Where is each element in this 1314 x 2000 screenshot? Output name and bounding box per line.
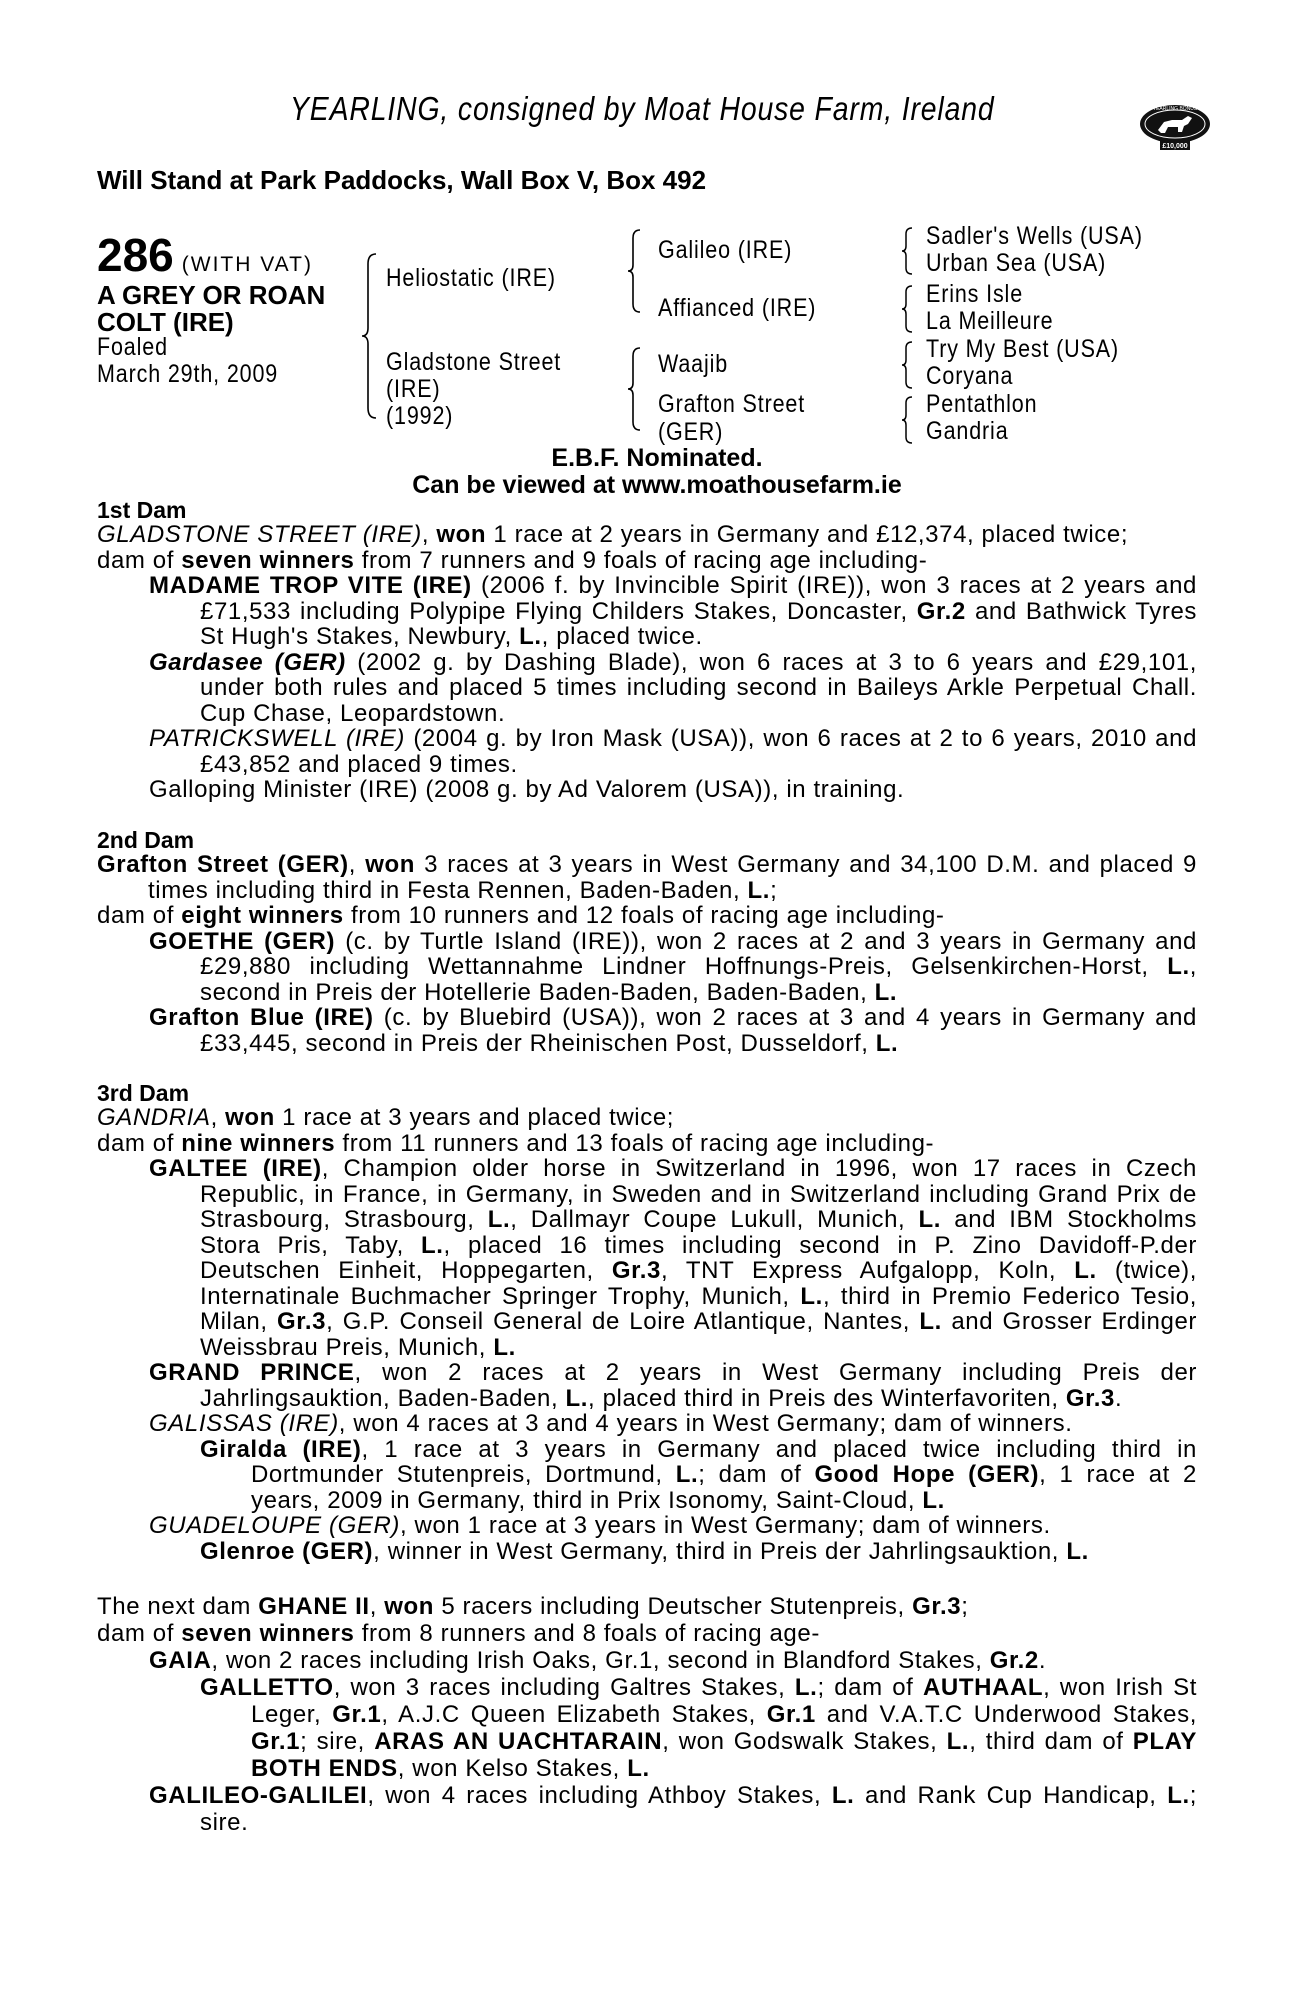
dam1-won: won xyxy=(436,521,487,548)
produce-text: ; sire. xyxy=(200,1782,1197,1836)
foaled-label: Foaled xyxy=(97,333,168,361)
next-dam-dam-of: dam of xyxy=(97,1620,182,1647)
produce-guadeloupe: GUADELOUPE (GER) xyxy=(149,1512,400,1539)
produce-galileo-galilei: GALILEO-GALILEI xyxy=(149,1782,368,1809)
logo-amount: £10,000 xyxy=(1162,143,1188,150)
produce-text: , won Godswalk Stakes, xyxy=(662,1728,947,1755)
lot-description-1: A GREY OR ROAN xyxy=(97,280,326,310)
produce-galtee: GALTEE (IRE) xyxy=(149,1155,322,1182)
listed-label: L. xyxy=(874,978,898,1006)
listed-label: L. xyxy=(1066,1537,1089,1565)
dam2-block: Grafton Street (GER), won 3 races at 3 years in West Germany and 34,100 D.M. and placed 9 times including third in Festa Rennen, Baden-Baden, L.; dam of eight winners from 10 runners and 12 foals of racing age including- GOETHE (GER) (c. by Turtle Island (IRE)), won 2 races at 2 and 3 years in Germany and £29,880 including Wettannahme Lindner Hoffnungs-Preis, Gelsenkirchen-Horst, L., second in Preis der Hotellerie Baden-Baden, Baden-Baden, L. Grafton Blue (IRE) (c. by Bluebird (USA)), won 2 races at 3 and 4 years in Germany and £33,445, second in Preis der Rheinischen Post, Dusseldorf, L. xyxy=(97,851,1197,1057)
produce-goethe: GOETHE (GER) xyxy=(149,927,336,955)
yearling-bonus-logo-icon xyxy=(1138,98,1212,152)
produce-text: , won 3 races including Galtres Stakes, xyxy=(333,1674,795,1701)
dam1-heading: 1st Dam xyxy=(97,497,187,523)
listed-label: L. xyxy=(800,1282,823,1310)
produce-text: and Rank Cup Handicap, xyxy=(854,1782,1168,1809)
produce-text: . xyxy=(1038,1647,1047,1674)
pedigree-sire-sire: Galileo (IRE) xyxy=(658,236,793,264)
listed-label: L. xyxy=(794,1674,818,1701)
produce-text: , third dam of xyxy=(969,1728,1133,1755)
listed-label: L. xyxy=(421,1231,444,1259)
produce-text: and V.A.T.C Underwood Stakes, xyxy=(815,1701,1197,1728)
produce-grand-prince: GRAND PRINCE xyxy=(149,1359,355,1386)
dam3-block: GANDRIA, won 1 race at 3 years and placed twice; dam of nine winners from 11 runners and 13 foals of racing age including- GALTEE (IRE), Champion older horse in Switzerland in 1996, won 17 races in Czech Republic, in France, in Germany, in Sweden and in Switzerland including Grand Prix de Strasbourg, Strasbourg, L., Dallmayr Coupe Lukull, Munich, L. and IBM Stockholms Stora Pris, Taby, L., placed 16 times including second in P. Zino Davidoff-P.der Deutschen Einheit, Hoppegarten, Gr.3, TNT Express Aufgalopp, Koln, L. (twice), Internatinale Buchmacher Springer Trophy, Munich, L., third in Premio Federico Tesio, Milan, Gr.3, G.P. Conseil General de Loire Atlantique, Nantes, L. and Grosser Erdinger Weissbrau Preis, Munich, L. GRAND PRINCE, won 2 races at 2 years in West Germany including Preis der Jahrlingsauktion, Baden-Baden, L., placed third in Preis des Winterfavoriten, Gr.3. GALISSAS (IRE), won 4 races at 3 and 4 years in West Germany; dam of winners. Giralda (IRE), 1 race at 3 years in Germany and placed twice including third in Dortmunder Stutenpreis, Dortmund, L.; dam of Good Hope (GER), 1 race at 2 years, 2009 in Germany, third in Prix Isonomy, Saint-Cloud, L. GUADELOUPE (GER), won 1 race at 3 years in West Germany; dam of winners. Glenroe (GER), winner in West Germany, third in Preis der Jahrlingsauktion, L. xyxy=(97,1104,1198,1565)
next-dam-runners: from 8 runners and 8 foals of racing age- xyxy=(354,1620,820,1647)
produce-text: , TNT Express Aufgalopp, Koln, xyxy=(660,1257,1075,1284)
dam3-heading: 3rd Dam xyxy=(97,1080,190,1106)
dam2-runners: from 10 runners and 12 foals of racing age including- xyxy=(343,902,945,929)
grade-label: Gr.3 xyxy=(611,1257,661,1284)
pedigree-sss: Sadler's Wells (USA) xyxy=(926,222,1143,250)
pedigree-dds: Pentathlon xyxy=(926,390,1038,418)
pedigree-brace-dam xyxy=(626,346,644,432)
separator: , xyxy=(369,1593,385,1620)
produce-text: ; sire, xyxy=(300,1728,375,1755)
pedigree-brace-main xyxy=(360,252,380,420)
produce-galletto: GALLETTO xyxy=(200,1674,334,1701)
grade-label: Gr.1 xyxy=(766,1701,816,1728)
produce-text: , won Kelso Stakes, xyxy=(397,1755,628,1782)
produce-text: , won 2 races at 2 years in West Germany including Preis der Jahrlingsauktion, Baden-Baden, xyxy=(200,1359,1197,1412)
produce-text: . xyxy=(1115,1384,1123,1412)
dam1-dam-of: dam of xyxy=(97,546,182,574)
produce-text: , 1 race at 3 years in Germany and placed twice including third in Dortmunder Stutenpreis, Dortmund, xyxy=(251,1435,1197,1488)
produce-text: ; dam of xyxy=(817,1674,923,1701)
produce-gardasee: Gardasee (GER) xyxy=(149,648,346,676)
produce-good-hope: Good Hope (GER) xyxy=(814,1461,1040,1488)
dam2-winners: eight winners xyxy=(181,902,344,929)
grade-label: Gr.3 xyxy=(277,1308,327,1335)
next-dam-record: 5 racers including Deutscher Stutenpreis, xyxy=(434,1593,913,1620)
next-dam-won: won xyxy=(384,1593,435,1620)
pedigree-ssd: Urban Sea (USA) xyxy=(926,249,1107,277)
produce-text: (2006 f. by Invincible Spirit (IRE)), won 3 races at 2 years and £71,533 including Polypipe Flying Childers Stakes, Doncaster, xyxy=(200,572,1198,625)
listed-label: L. xyxy=(919,1308,942,1335)
produce-text: , won 4 races at 3 and 4 years in West Germany; dam of winners. xyxy=(338,1410,1073,1437)
dam3-name: GANDRIA xyxy=(97,1104,211,1131)
pedigree-dam-1: Gladstone Street xyxy=(386,348,562,376)
listed-label: L. xyxy=(675,1461,699,1488)
dam2-name: Grafton Street (GER) xyxy=(97,851,349,878)
produce-galloping-minister: Galloping Minister (IRE) (2008 g. by Ad Valorem (USA)), in training. xyxy=(149,776,905,803)
produce-text: , Champion older horse in Switzerland in 1996, won 17 races in Czech Republic, in France, in Germany, in Sweden and in Switzerland including Grand Prix de Strasbourg, Strasbourg, xyxy=(200,1155,1197,1233)
pedigree-sdd: La Meilleure xyxy=(926,307,1054,335)
pedigree-brace-ds xyxy=(900,340,916,390)
dam3-record: 1 race at 3 years and placed twice; xyxy=(274,1104,675,1131)
lot-number: 286 xyxy=(97,229,174,281)
produce-text: and Bathwick Tyres St Hugh's Stakes, Newbury, xyxy=(200,597,1197,650)
listed-label: L. xyxy=(487,1206,511,1233)
produce-glenroe: Glenroe (GER) xyxy=(200,1537,374,1565)
pedigree-brace-sd xyxy=(900,284,916,334)
stand-location: Will Stand at Park Paddocks, Wall Box V, Box 492 xyxy=(97,165,707,195)
dam2-won: won xyxy=(365,851,415,878)
next-dam-name: GHANE II xyxy=(258,1593,370,1620)
produce-galissas: GALISSAS (IRE) xyxy=(149,1410,339,1437)
dam1-winners: seven winners xyxy=(181,546,355,574)
dam3-winners: nine winners xyxy=(181,1129,336,1157)
produce-text: (c. by Bluebird (USA)), won 2 races at 3 and 4 years in Germany and £33,445, second in Preis der Rheinischen Post, Dusseldorf, xyxy=(200,1004,1197,1057)
produce-text: , placed 16 times including second in P. Zino Davidoff-P.der Deutschen Einheit, Hoppegarten, xyxy=(200,1231,1197,1284)
produce-aras-an-uachtarain: ARAS AN UACHTARAIN xyxy=(374,1728,663,1755)
dam3-runners: from 11 runners and 13 foals of racing age including- xyxy=(335,1129,935,1157)
dam2-dam-of: dam of xyxy=(97,902,182,929)
produce-text: (2002 g. by Dashing Blade), won 6 races at 3 to 6 years and £29,101, under both rules and placed 5 times including second in Baileys Arkle Perpetual Chall. Cup Chase, Leopardstown. xyxy=(200,648,1197,727)
produce-authaal: AUTHAAL xyxy=(922,1674,1044,1701)
listed-label: L. xyxy=(831,1782,855,1809)
listed-label: L. xyxy=(1167,1782,1190,1809)
lot-number-line xyxy=(97,228,313,282)
viewing-note: Can be viewed at www.moathousefarm.ie xyxy=(412,471,902,499)
listed-label: L. xyxy=(519,623,542,650)
next-dam-block xyxy=(97,1593,1197,1836)
pedigree-sds: Erins Isle xyxy=(926,280,1024,308)
produce-text: ; dam of xyxy=(698,1461,815,1488)
grade-label: Gr.3 xyxy=(1065,1384,1116,1412)
dam3-won: won xyxy=(225,1104,275,1131)
dam3-dam-of: dam of xyxy=(97,1129,182,1157)
produce-gaia: GAIA xyxy=(149,1647,212,1674)
pedigree-dss: Try My Best (USA) xyxy=(926,335,1120,363)
next-dam-intro: The next dam xyxy=(97,1593,259,1620)
lot-description-2: COLT (IRE) xyxy=(97,307,234,337)
pedigree-brace-ss xyxy=(900,226,916,276)
produce-text: , second in Preis der Hotellerie Baden-Baden, Baden-Baden, xyxy=(200,953,1197,1006)
produce-text: , won 1 race at 3 years in West Germany; dam of winners. xyxy=(399,1512,1051,1539)
produce-text: , G.P. Conseil General de Loire Atlantique, Nantes, xyxy=(326,1308,920,1335)
next-dam-winners: seven winners xyxy=(181,1620,355,1647)
grade-label: Gr.3 xyxy=(912,1593,962,1620)
produce-text: and Grosser Erdinger Weissbrau Preis, Munich, xyxy=(200,1308,1197,1361)
produce-text: , won 2 races including Irish Oaks, Gr.1, second in Blandford Stakes, xyxy=(211,1647,990,1674)
listed-label: L. xyxy=(493,1333,516,1361)
pedigree-dam-2: (IRE) xyxy=(386,375,441,403)
produce-text: , Dallmayr Coupe Lukull, Munich, xyxy=(510,1206,919,1233)
produce-text: , won 4 races including Athboy Stakes, xyxy=(367,1782,832,1809)
dam1-record: 1 race at 2 years in Germany and £12,374, placed twice; xyxy=(486,521,1129,548)
pedigree-dam-dam-2: (GER) xyxy=(658,418,724,446)
grade-label: Gr.2 xyxy=(916,597,966,625)
dam1-name: GLADSTONE STREET (IRE) xyxy=(97,521,422,548)
listed-label: L. xyxy=(1074,1257,1097,1284)
pedigree-dam-3: (1992) xyxy=(386,402,454,430)
produce-madame-trop-vite: MADAME TROP VITE (IRE) xyxy=(149,572,472,599)
produce-text: (2004 g. by Iron Mask (USA)), won 6 races at 2 to 6 years, 2010 and £43,852 and placed 9 times. xyxy=(200,725,1198,778)
dam2-record: 3 races at 3 years in West Germany and 34,100 D.M. and placed 9 times including third in Festa Rennen, Baden-Baden, xyxy=(148,851,1197,904)
dam1-block: GLADSTONE STREET (IRE), won 1 race at 2 years in Germany and £12,374, placed twice; dam of seven winners from 7 runners and 9 foals of racing age including- MADAME TROP VITE (IRE) (2006 f. by Invincible Spirit (IRE)), won 3 races at 2 years and £71,533 including Polypipe Flying Childers Stakes, Doncaster, Gr.2 and Bathwick Tyres St Hugh's Stakes, Newbury, L., placed twice. Gardasee (GER) (2002 g. by Dashing Blade), won 6 races at 3 to 6 years and £29,101, under both rules and placed 5 times including second in Baileys Arkle Perpetual Chall. Cup Chase, Leopardstown. PATRICKSWELL (IRE) (2004 g. by Iron Mask (USA)), won 6 races at 2 to 6 years, 2010 and £43,852 and placed 9 times. Galloping Minister (IRE) (2008 g. by Ad Valorem (USA)), in training. xyxy=(97,521,1198,803)
page-header: YEARLING, consigned by Moat House Farm, Ireland xyxy=(290,90,995,127)
produce-text: , winner in West Germany, third in Preis der Jahrlingsauktion, xyxy=(373,1537,1067,1565)
vat-note: (WITH VAT) xyxy=(181,253,313,276)
produce-patrickswell: PATRICKSWELL (IRE) xyxy=(149,725,405,752)
listed-label: L. xyxy=(627,1755,650,1782)
pedigree-dam-sire: Waajib xyxy=(658,350,729,378)
next-dam-record: ; xyxy=(961,1593,969,1620)
produce-text: , placed third in Preis des Winterfavoriten, xyxy=(588,1384,1066,1412)
produce-giralda: Giralda (IRE) xyxy=(200,1435,362,1463)
grade-label: Gr.1 xyxy=(332,1701,382,1728)
listed-label: L. xyxy=(918,1206,942,1233)
produce-text: (twice), Internatinale Buchmacher Springer Trophy, Munich, xyxy=(200,1257,1198,1310)
produce-grafton-blue: Grafton Blue (IRE) xyxy=(149,1004,374,1031)
listed-label: L. xyxy=(747,876,771,904)
listed-label: L. xyxy=(875,1029,899,1057)
produce-text: , A.J.C Queen Elizabeth Stakes, xyxy=(381,1701,767,1728)
pedigree-brace-dd xyxy=(900,395,916,445)
dam2-record: ; xyxy=(770,876,778,904)
produce-text: , 1 race at 2 years, 2009 in Germany, third in Prix Isonomy, Saint-Cloud, xyxy=(251,1461,1197,1514)
produce-text: and IBM Stockholms Stora Pris, Taby, xyxy=(200,1206,1197,1259)
listed-label: L. xyxy=(565,1384,589,1412)
pedigree-sire: Heliostatic (IRE) xyxy=(386,264,556,292)
produce-play-both-ends: PLAY BOTH ENDS xyxy=(251,1728,1197,1782)
listed-label: L. xyxy=(922,1486,945,1514)
produce-text: (c. by Turtle Island (IRE)), won 2 races at 2 and 3 years in Germany and £29,880 including Wettannahme Lindner Hoffnungs-Preis, Gelsenkirchen-Horst, xyxy=(200,927,1197,980)
grade-label: Gr.1 xyxy=(251,1728,301,1755)
listed-label: L. xyxy=(1167,953,1190,980)
pedigree-ddd: Gandria xyxy=(926,417,1009,445)
dam1-runners: from 7 runners and 9 foals of racing age including- xyxy=(354,546,928,574)
logo-text: YEARLING BONUS xyxy=(1152,106,1198,112)
pedigree-sire-dam: Affianced (IRE) xyxy=(658,294,817,322)
produce-text: , won Irish St Leger, xyxy=(251,1674,1197,1728)
produce-text: , third in Premio Federico Tesio, Milan, xyxy=(200,1282,1197,1335)
dam2-heading: 2nd Dam xyxy=(97,827,195,853)
pedigree-dsd: Coryana xyxy=(926,362,1014,390)
produce-text: , placed twice. xyxy=(541,623,703,650)
listed-label: L. xyxy=(946,1728,970,1755)
pedigree-brace-sire xyxy=(626,228,644,314)
foaled-date: March 29th, 2009 xyxy=(97,360,279,388)
grade-label: Gr.2 xyxy=(989,1647,1039,1674)
ebf-nominated: E.B.F. Nominated. xyxy=(551,444,763,472)
pedigree-dam-dam-1: Grafton Street xyxy=(658,390,806,418)
